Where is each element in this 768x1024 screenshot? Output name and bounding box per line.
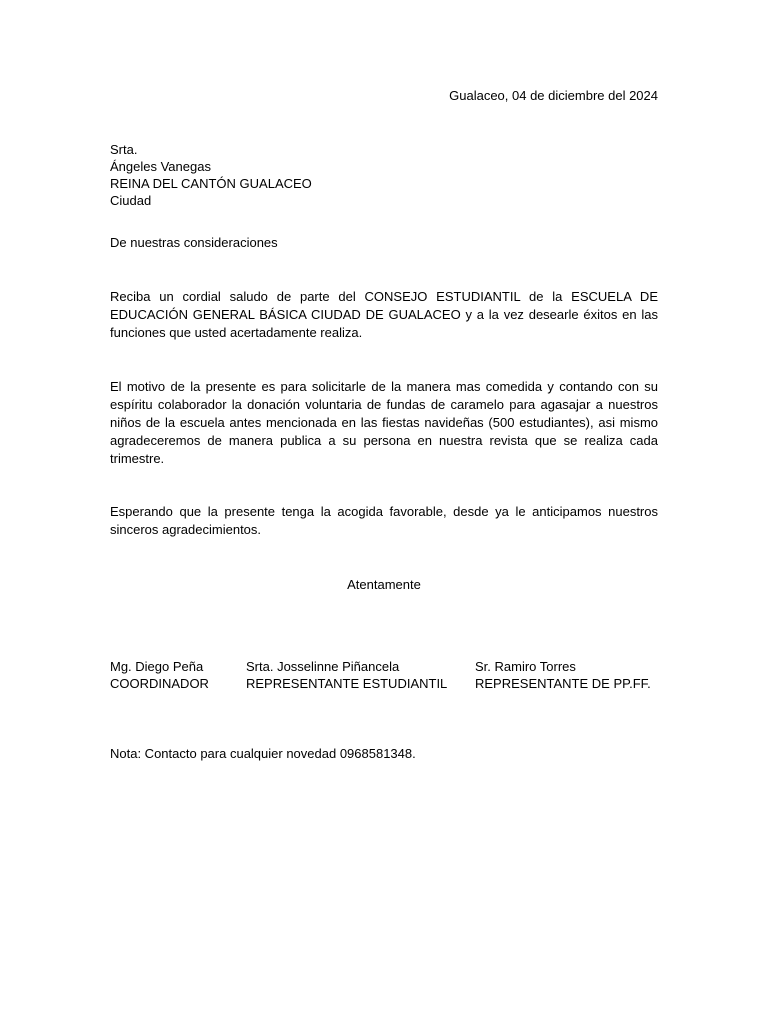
signatory-name: Mg. Diego Peña [110,659,204,674]
signatory-name: Srta. Josselinne Piñancela [246,659,400,674]
signature-block-parents-rep [475,658,651,692]
body-paragraph-1: Reciba un cordial saludo de parte del CONSEJO ESTUDIANTIL de la ESCUELA DE EDUCACIÓN GENERAL BÁSICA CIUDAD DE GUALACEO y a la vez desearle éxitos en las funciones que usted acertadamente realiza. [110,289,658,340]
letter-greeting: De nuestras consideraciones [110,235,278,250]
recipient-position: REINA DEL CANTÓN GUALACEO [110,176,312,191]
body-paragraph-3: Esperando que la presente tenga la acogida favorable, desde ya le anticipamos nuestros sinceros agradecimientos. [110,504,658,537]
recipient-city: Ciudad [110,193,152,208]
signature-block-student-rep [246,658,447,692]
letter-date: Gualaceo, 04 de diciembre del 2024 [449,88,658,103]
signatory-role: REPRESENTANTE DE PP.FF. [475,676,651,691]
recipient-name: Ángeles Vanegas [110,159,211,174]
contact-note: Nota: Contacto para cualquier novedad 0968581348. [110,746,416,761]
signatory-name: Sr. Ramiro Torres [475,659,576,674]
letter-closing: Atentamente [347,577,421,592]
body-paragraph-2: El motivo de la presente es para solicitarle de la manera mas comedida y contando con su espíritu colaborador la donación voluntaria de fundas de caramelo para agasajar a nuestros niños de la escuela antes mencionada en las fiestas navideñas (500 estudiantes), asi mismo agradeceremos de manera publica a su persona en nuestra revista que se realiza cada trimestre. [110,379,658,466]
recipient-block [110,141,312,209]
recipient-title: Srta. [110,142,138,157]
signature-block-coordinator [110,658,209,692]
signatory-role: REPRESENTANTE ESTUDIANTIL [246,676,448,691]
signatory-role: COORDINADOR [110,676,209,691]
